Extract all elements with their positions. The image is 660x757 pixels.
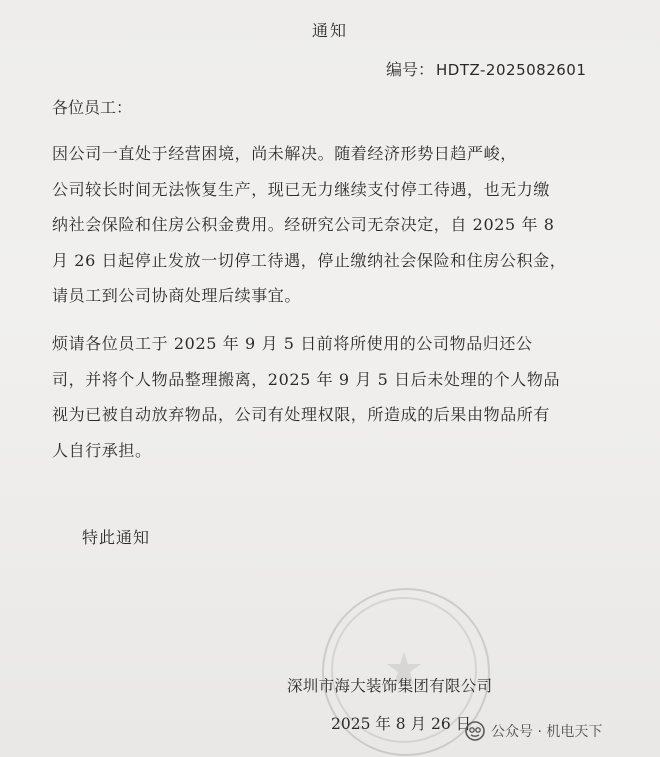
body-paragraph-2: 烦请各位员工于 2025 年 9 月 5 日前将所使用的公司物品归还公 司，并将个人物品整理搬离，2025 年 9 月 5 日后未处理的个人物品 视为已被自动放弃物品，公司有处理权限，所造成的后果由物品所有 人自行承担。 [52, 334, 561, 460]
closing-line: 特此通知 [82, 528, 151, 547]
watermark-text: 公众号 · 机电天下 [491, 724, 603, 740]
issue-date: 2025 年 8 月 26 日 [331, 715, 472, 733]
document-number-value: HDTZ-2025082601 [436, 61, 587, 79]
issuing-company: 深圳市海大装饰集团有限公司 [287, 677, 493, 695]
wechat-official-account-icon [465, 721, 485, 741]
watermark [465, 719, 602, 743]
notice-title: 通知 [311, 21, 348, 40]
document-number [386, 57, 586, 80]
body-paragraph-1: 因公司一直处于经营困境，尚未解决。随着经济形势日趋严峻， 公司较长时间无法恢复生产，现已无力继续支付停工待遇，也无力缴 纳社会保险和住房公积金费用。经研究公司无奈决定，自 2025 年 8 月 26 日起停止发放一切停工待遇，停止缴纳社会保险和住房公积金， 请员工到公司协商处理后续事宜。 [52, 144, 567, 305]
document-number-label: 编号： [386, 60, 435, 79]
salutation: 各位员工： [52, 98, 133, 117]
